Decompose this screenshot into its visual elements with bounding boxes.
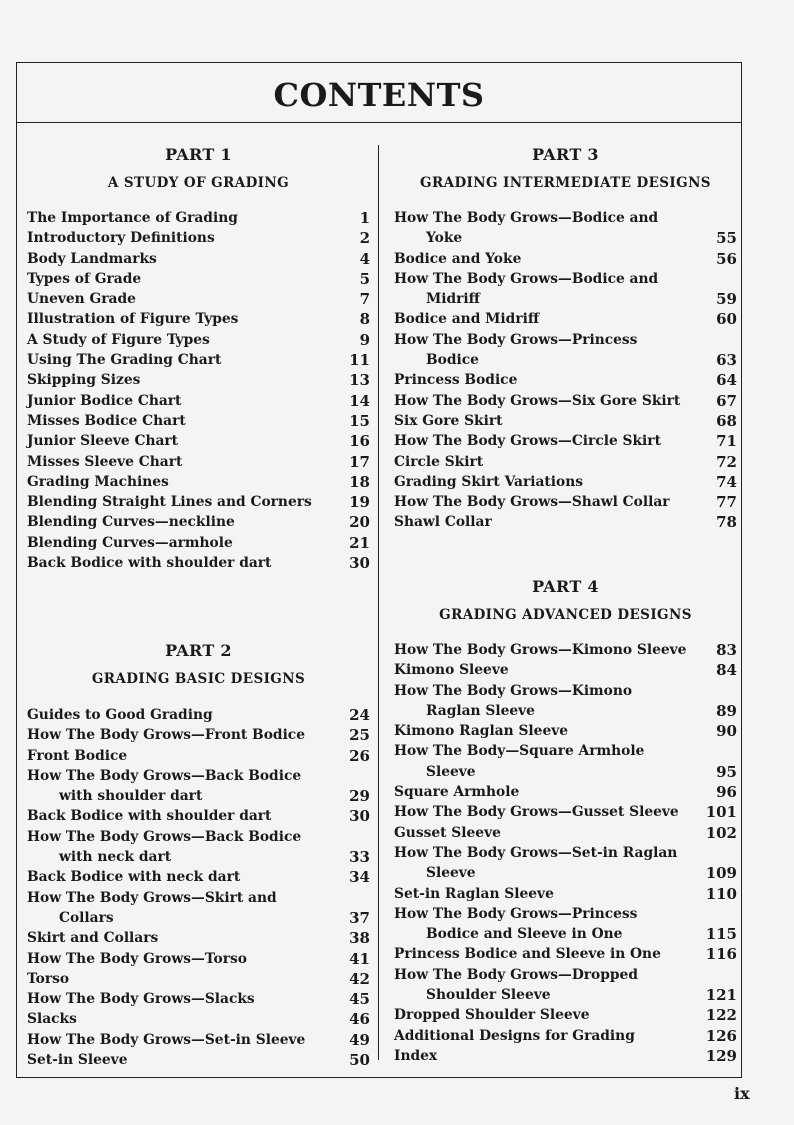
- entry-page-number: 1: [359, 209, 370, 227]
- entry-page-number: 13: [349, 371, 370, 390]
- entry-page-number: 2: [359, 229, 370, 248]
- entry-page-number: 115: [705, 925, 737, 944]
- entry-page-number: 15: [349, 411, 370, 430]
- entry-title: How The Body Grows—Princess: [394, 331, 638, 348]
- toc-entry: [394, 1026, 737, 1046]
- entry-page-number: 34: [349, 868, 370, 887]
- toc-entry: [27, 553, 370, 573]
- toc-entry: [27, 1050, 370, 1070]
- entry-title: Gusset Sleeve: [394, 824, 501, 841]
- toc-entry: [394, 492, 737, 512]
- toc-entry: [27, 228, 370, 248]
- part-3-section: [394, 145, 737, 533]
- entry-list: [394, 208, 737, 533]
- toc-entry: [27, 827, 370, 868]
- toc-entry: [394, 1005, 737, 1025]
- toc-entry: [394, 208, 737, 249]
- part-heading: PART 4: [532, 577, 599, 596]
- toc-entry: [394, 741, 737, 782]
- toc-entry: [27, 289, 370, 309]
- toc-entry: [27, 949, 370, 969]
- toc-entry: [27, 411, 370, 431]
- entry-title: Shawl Collar: [394, 514, 492, 531]
- entry-page-number: 56: [716, 249, 737, 268]
- entry-page-number: 14: [349, 391, 370, 410]
- entry-title-continuation: with neck dart: [59, 849, 172, 866]
- entry-page-number: 50: [349, 1051, 370, 1070]
- entry-page-number: 55: [716, 229, 737, 248]
- entry-page-number: 90: [716, 722, 737, 741]
- entry-title: Square Armhole: [394, 784, 520, 801]
- part-heading: PART 2: [165, 641, 232, 660]
- contents-frame: [16, 62, 742, 1078]
- entry-page-number: 19: [349, 493, 370, 512]
- entry-page-number: 18: [349, 472, 370, 491]
- entry-title-continuation: Shoulder Sleeve: [426, 987, 551, 1004]
- toc-entry: [394, 721, 737, 741]
- entry-list: [27, 208, 370, 573]
- toc-entry: [27, 867, 370, 887]
- toc-entry: [394, 944, 737, 964]
- entry-title: How The Body Grows—Slacks: [27, 991, 255, 1008]
- entry-title-continuation: Bodice: [426, 352, 479, 369]
- entry-title: How The Body—Square Armhole: [394, 743, 645, 760]
- entry-title: Introductory Definitions: [27, 230, 215, 247]
- entry-title: Skipping Sizes: [27, 372, 141, 389]
- toc-entry: [394, 660, 737, 680]
- entry-page-number: 116: [705, 945, 737, 964]
- entry-title: Front Bodice: [27, 747, 128, 764]
- entry-title: How The Body Grows—Torso: [27, 950, 247, 967]
- entry-title-continuation: Bodice and Sleeve in One: [426, 926, 623, 943]
- entry-title: Circle Skirt: [394, 453, 484, 470]
- entry-title: Back Bodice with neck dart: [27, 869, 241, 886]
- entry-title: How The Body Grows—Dropped: [394, 966, 638, 983]
- entry-title: Slacks: [27, 1011, 77, 1028]
- entry-title-continuation: Raglan Sleeve: [426, 702, 535, 719]
- entry-page-number: 8: [359, 310, 370, 329]
- toc-entry: [27, 391, 370, 411]
- entry-title-continuation: Yoke: [426, 230, 463, 247]
- entry-page-number: 42: [349, 969, 370, 988]
- toc-entry: [27, 249, 370, 269]
- entry-title: Grading Skirt Variations: [394, 473, 584, 490]
- entry-title: How The Body Grows—Set-in Raglan: [394, 844, 678, 861]
- entry-title: Kimono Sleeve: [394, 662, 509, 679]
- toc-entry: [27, 492, 370, 512]
- entry-page-number: 68: [716, 411, 737, 430]
- toc-entry: [394, 309, 737, 329]
- entry-page-number: 109: [705, 864, 737, 883]
- entry-page-number: 46: [349, 1010, 370, 1029]
- entry-title: Kimono Raglan Sleeve: [394, 723, 569, 740]
- toc-entry: [27, 208, 370, 228]
- toc-entry: [27, 725, 370, 745]
- entry-page-number: 89: [716, 701, 737, 720]
- entry-page-number: 24: [349, 706, 370, 724]
- toc-entry: [394, 330, 737, 371]
- part-2-section: [27, 641, 370, 1070]
- entry-page-number: 49: [349, 1030, 370, 1049]
- entry-title: Princess Bodice: [394, 372, 518, 389]
- entry-title: Junior Bodice Chart: [27, 392, 182, 409]
- toc-entry: [27, 472, 370, 492]
- title-band: [17, 63, 741, 123]
- toc-entry: [27, 705, 370, 725]
- entry-page-number: 122: [705, 1006, 737, 1025]
- toc-entry: [394, 904, 737, 945]
- entry-title: Back Bodice with shoulder dart: [27, 555, 272, 572]
- entry-page-number: 84: [716, 661, 737, 680]
- entry-page-number: 59: [716, 290, 737, 309]
- toc-entry: [394, 884, 737, 904]
- entry-page-number: 77: [716, 493, 737, 512]
- part-heading: PART 3: [532, 145, 599, 164]
- toc-entry: [394, 249, 737, 269]
- entry-title: How The Body Grows—Princess: [394, 905, 638, 922]
- toc-entry: [27, 533, 370, 553]
- entry-page-number: 29: [349, 787, 370, 806]
- toc-entry: [394, 269, 737, 310]
- toc-entry: [394, 640, 737, 660]
- toc-entry: [27, 309, 370, 329]
- entry-title: How The Body Grows—Bodice and: [394, 210, 659, 226]
- entry-page-number: 63: [716, 351, 737, 370]
- part-heading: PART 1: [165, 145, 232, 164]
- toc-entry: [394, 782, 737, 802]
- entry-title-continuation: Midriff: [426, 291, 480, 308]
- entry-page-number: 16: [349, 432, 370, 451]
- entry-title: How The Body Grows—Set-in Sleeve: [27, 1031, 306, 1048]
- entry-title: Blending Straight Lines and Corners: [27, 494, 312, 511]
- toc-entry: [27, 431, 370, 451]
- entry-title: Types of Grade: [27, 270, 142, 287]
- entry-page-number: 83: [716, 641, 737, 659]
- entry-page-number: 30: [349, 554, 370, 573]
- entry-page-number: 101: [705, 803, 737, 822]
- toc-entry: [27, 512, 370, 532]
- entry-page-number: 26: [349, 746, 370, 765]
- entry-title: How The Body Grows—Kimono Sleeve: [394, 642, 687, 658]
- toc-entry: [394, 1046, 737, 1066]
- entry-page-number: 25: [349, 726, 370, 745]
- entry-page-number: 121: [705, 986, 737, 1005]
- toc-entry: [394, 681, 737, 722]
- entry-title: Grading Machines: [27, 473, 169, 490]
- entry-title: How The Body Grows—Bodice and: [394, 270, 659, 287]
- entry-title: Torso: [27, 970, 70, 987]
- part-subtitle: A STUDY OF GRADING: [107, 175, 290, 191]
- entry-title-continuation: with shoulder dart: [59, 788, 203, 805]
- entry-title: Using The Grading Chart: [27, 352, 222, 369]
- toc-entry: [394, 431, 737, 451]
- entry-title: How The Body Grows—Front Bodice: [27, 727, 305, 744]
- entry-page-number: 7: [359, 290, 370, 309]
- entry-page-number: 72: [716, 452, 737, 471]
- toc-entry: [27, 1009, 370, 1029]
- part-4-section: [394, 577, 737, 1066]
- entry-title: Additional Designs for Grading: [394, 1027, 635, 1044]
- entry-title: A Study of Figure Types: [27, 331, 210, 348]
- entry-title: Set-in Raglan Sleeve: [394, 885, 554, 902]
- entry-title: Index: [394, 1047, 438, 1064]
- entry-title: Back Bodice with shoulder dart: [27, 808, 272, 825]
- entry-title: Set-in Sleeve: [27, 1052, 128, 1069]
- toc-entry: [394, 823, 737, 843]
- entry-page-number: 102: [705, 823, 737, 842]
- entry-title: How The Body Grows—Kimono: [394, 682, 633, 699]
- entry-title-continuation: Sleeve: [426, 865, 476, 882]
- toc-entry: [394, 472, 737, 492]
- entry-title: The Importance of Grading: [27, 210, 238, 226]
- entry-page-number: 9: [359, 330, 370, 349]
- toc-entry: [394, 802, 737, 822]
- part-subtitle: GRADING ADVANCED DESIGNS: [439, 607, 692, 623]
- toc-entry: [27, 350, 370, 370]
- entry-title: Bodice and Yoke: [394, 250, 522, 267]
- entry-page-number: 33: [349, 848, 370, 867]
- entry-page-number: 45: [349, 990, 370, 1009]
- toc-entry: [394, 965, 737, 1006]
- entry-title: Body Landmarks: [27, 250, 157, 267]
- entry-page-number: 37: [349, 908, 370, 927]
- entry-list: [394, 640, 737, 1066]
- entry-title: How The Body Grows—Skirt and: [27, 889, 277, 906]
- entry-title: How The Body Grows—Circle Skirt: [394, 433, 661, 450]
- entry-page-number: 71: [716, 432, 737, 451]
- entry-page-number: 20: [349, 513, 370, 532]
- entry-page-number: 4: [359, 249, 370, 268]
- toc-entry: [394, 391, 737, 411]
- entry-page-number: 5: [359, 269, 370, 288]
- entry-title: How The Body Grows—Back Bodice: [27, 828, 302, 845]
- entry-page-number: 96: [716, 783, 737, 802]
- entry-title: Skirt and Collars: [27, 930, 159, 947]
- entry-title: Illustration of Figure Types: [27, 311, 239, 328]
- entry-page-number: 60: [716, 310, 737, 329]
- entry-title: Junior Sleeve Chart: [27, 433, 179, 450]
- part-1-section: [27, 145, 370, 573]
- entry-title: How The Body Grows—Gusset Sleeve: [394, 804, 679, 821]
- entry-title: Misses Bodice Chart: [27, 412, 186, 429]
- page-number: ix: [734, 1084, 750, 1103]
- toc-entry: [27, 269, 370, 289]
- entry-title: Princess Bodice and Sleeve in One: [394, 946, 661, 963]
- toc-entry: [27, 330, 370, 350]
- part-subtitle: GRADING BASIC DESIGNS: [91, 671, 306, 687]
- entry-page-number: 64: [716, 371, 737, 390]
- entry-page-number: 21: [349, 533, 370, 552]
- toc-entry: [394, 843, 737, 884]
- toc-entry: [27, 806, 370, 826]
- entry-title: Blending Curves—neckline: [27, 514, 235, 531]
- entry-page-number: 74: [716, 472, 737, 491]
- toc-entry: [27, 989, 370, 1009]
- entry-page-number: 129: [705, 1046, 737, 1065]
- entry-title: How The Body Grows—Six Gore Skirt: [394, 392, 681, 409]
- entry-title: Bodice and Midriff: [394, 311, 540, 328]
- entry-page-number: 126: [705, 1026, 737, 1045]
- entry-page-number: 110: [705, 884, 737, 903]
- entry-page-number: 30: [349, 807, 370, 826]
- entry-page-number: 17: [349, 452, 370, 471]
- entry-page-number: 41: [349, 949, 370, 968]
- entry-title: Uneven Grade: [27, 291, 136, 308]
- toc-entry: [27, 1030, 370, 1050]
- toc-entry: [394, 512, 737, 532]
- entry-title: How The Body Grows—Back Bodice: [27, 767, 302, 784]
- entry-page-number: 78: [716, 513, 737, 532]
- entry-page-number: 11: [349, 351, 370, 370]
- entry-page-number: 67: [716, 391, 737, 410]
- entry-page-number: 38: [349, 929, 370, 948]
- entry-list: [27, 705, 370, 1070]
- entry-title-continuation: Collars: [59, 909, 114, 926]
- toc-entry: [27, 452, 370, 472]
- entry-title: Six Gore Skirt: [394, 412, 503, 429]
- toc-entry: [27, 766, 370, 807]
- toc-entry: [27, 370, 370, 390]
- toc-entry: [27, 969, 370, 989]
- toc-entry: [394, 411, 737, 431]
- entry-title: Guides to Good Grading: [27, 707, 213, 723]
- toc-entry: [27, 928, 370, 948]
- entry-title: Misses Sleeve Chart: [27, 453, 183, 470]
- entry-title-continuation: Sleeve: [426, 763, 476, 780]
- toc-entry: [394, 370, 737, 390]
- toc-entry: [27, 746, 370, 766]
- page-title: CONTENTS: [273, 75, 485, 114]
- entry-page-number: 95: [716, 762, 737, 781]
- column-divider: [378, 145, 379, 1060]
- entry-title: Blending Curves—armhole: [27, 534, 233, 551]
- entry-title: How The Body Grows—Shawl Collar: [394, 494, 670, 511]
- entry-title: Dropped Shoulder Sleeve: [394, 1007, 590, 1024]
- part-subtitle: GRADING INTERMEDIATE DESIGNS: [420, 175, 711, 191]
- toc-entry: [27, 888, 370, 929]
- toc-entry: [394, 452, 737, 472]
